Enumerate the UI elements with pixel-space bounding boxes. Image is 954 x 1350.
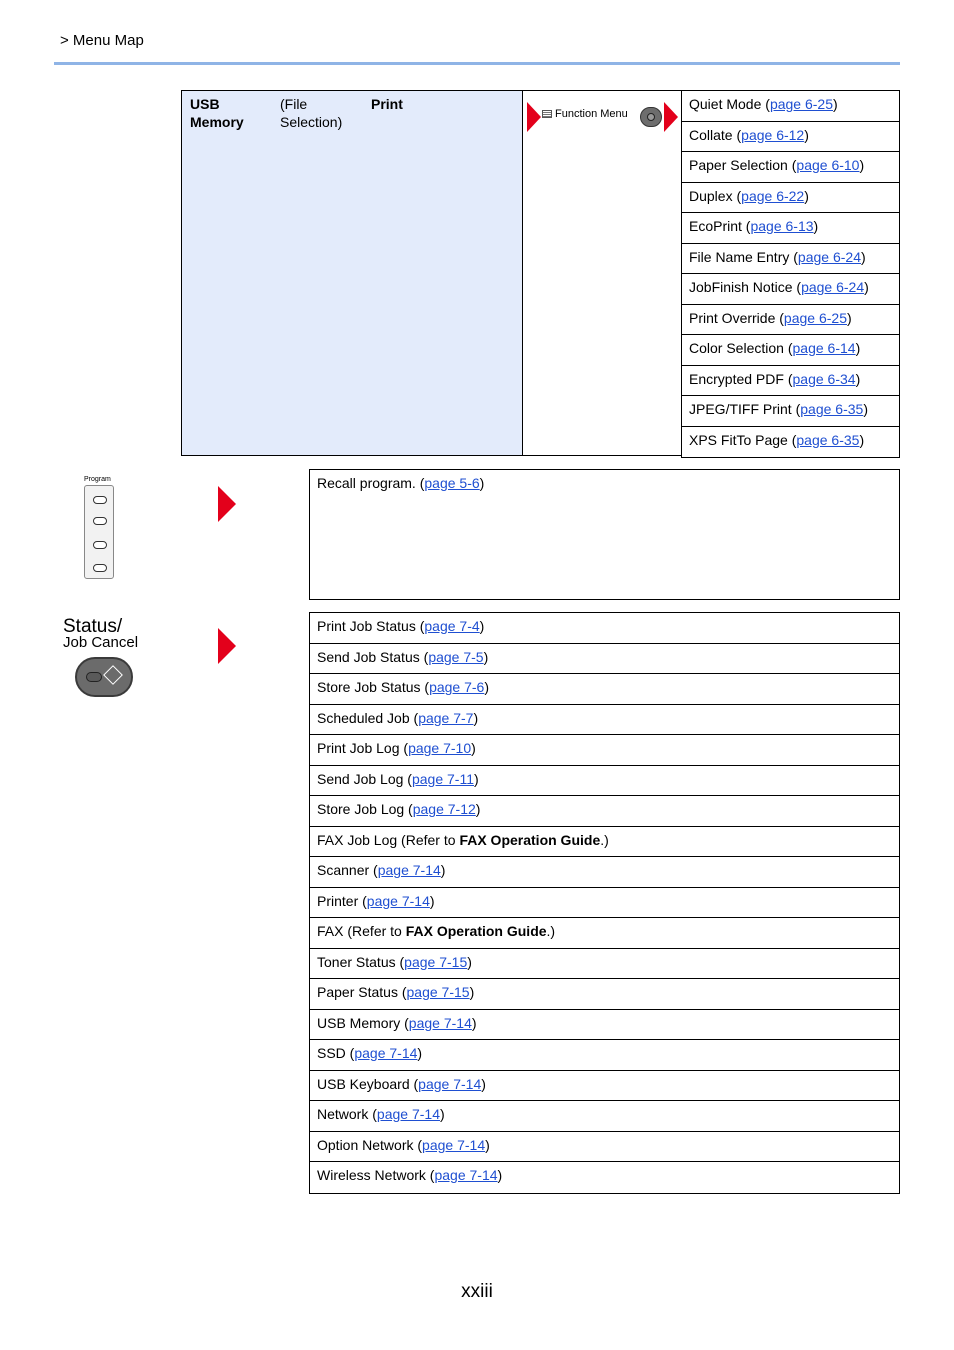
item-label: JPEG/TIFF Print [689,401,792,417]
item-label: Wireless Network [317,1167,426,1183]
function-menu-button-icon [640,107,662,127]
page-link[interactable]: page 6-25 [769,96,833,112]
page-link[interactable]: page 7-14 [354,1045,418,1061]
status-label-line1: Status/ [63,616,123,637]
program-key-icon [93,517,107,525]
page-number: xxiii [461,1281,493,1302]
status-job-cancel-label [63,616,139,651]
refer-suffix: . [600,831,605,848]
list-item: Print Job Log (page 7-10) [310,735,899,766]
page-link[interactable]: page 7-14 [376,1106,440,1122]
list-item: Option Network (page 7-14) [310,1132,899,1163]
program-key-icon [93,541,107,549]
list-item: Scanner (page 7-14) [310,857,899,888]
page-link[interactable]: page 6-35 [796,431,860,448]
page-link[interactable]: page 7-14 [422,1136,486,1153]
page-link[interactable]: page 7-11 [411,770,474,787]
list-item: Paper Selection (page 6-10) [682,152,899,183]
arrow-right-icon [527,102,541,132]
item-label: Color Selection [689,340,784,356]
item-label: EcoPrint [689,218,742,234]
page-link[interactable]: page 7-10 [408,740,472,756]
list-item: Store Job Log (page 7-12) [310,796,899,827]
program-panel-title: Program [84,476,111,483]
program-key-icon [93,496,107,504]
arrow-right-icon [218,486,236,522]
page-link[interactable]: page 6-25 [783,309,847,326]
page-link[interactable]: page 6-35 [800,401,864,417]
item-label: USB Keyboard [317,1075,410,1092]
item-label: Quiet Mode [689,96,762,112]
item-label: FAX Job Log [317,831,398,848]
page-link[interactable]: page 7-14 [408,1014,472,1031]
print-label: Print [371,96,403,112]
page-link[interactable]: page 7-14 [377,862,441,878]
status-job-cancel-button-icon [75,657,133,697]
page-link[interactable]: page 6-12 [741,126,805,143]
list-item: USB Memory (page 7-14) [310,1010,899,1041]
item-label: Duplex [689,187,733,204]
item-label: Network [317,1106,369,1122]
guide-name: FAX Operation Guide [405,923,547,939]
page-link[interactable]: page 6-13 [750,218,814,234]
header-rule [54,62,900,65]
program-key-icon [93,564,107,572]
list-item: Quiet Mode (page 6-25) [682,91,899,122]
program-strip [84,485,114,579]
list-item: USB Keyboard (page 7-14) [310,1071,899,1102]
recall-program-box: Recall program. (page 5-6) [309,469,900,600]
function-menu-cell [522,90,682,456]
list-item: Printer (page 7-14) [310,888,899,919]
item-label: Paper Status [317,984,398,1000]
list-item: XPS FitTo Page (page 6-35) [689,431,865,448]
breadcrumb: > Menu Map [60,32,144,49]
recall-program-text: Recall program. [317,475,416,491]
list-item: Color Selection (page 6-14) [682,335,899,366]
item-label: JobFinish Notice [689,279,793,295]
item-label: FAX [317,923,344,939]
item-label: Printer [317,892,359,909]
list-item: JobFinish Notice (page 6-24) [682,274,899,305]
item-label: Print Override [689,309,776,326]
page-link[interactable]: page 6-34 [792,370,856,387]
page-link[interactable]: page 7-4 [424,618,480,634]
list-item: Duplex (page 6-22) [682,183,899,214]
arrow-right-icon [218,628,236,664]
item-label: Print Job Log [317,740,400,756]
item-label: XPS FitTo Page [689,431,788,448]
page-link[interactable]: page 7-5 [428,648,484,665]
diamond-icon [103,665,123,685]
function-menu-key [542,108,628,120]
file-selection-cell [272,90,364,456]
item-label: USB Memory [317,1014,401,1031]
recall-program-link[interactable]: page 5-6 [424,475,480,491]
list-item: Collate (page 6-12) [682,122,899,153]
led-icon [86,672,102,682]
list-item: SSD (page 7-14) [310,1040,899,1071]
file-selection-label: (File Selection) [280,96,343,130]
page-link[interactable]: page 6-24 [797,248,861,265]
list-item: Print Override (page 6-25) [682,305,899,336]
page-link[interactable]: page 7-12 [412,801,476,817]
page-link[interactable]: page 7-14 [434,1167,498,1183]
status-menu-list [309,612,900,1194]
item-label: Paper Selection [689,157,788,173]
list-item: FAX (Refer to FAX Operation Guide.) [310,918,899,949]
list-item: File Name Entry (page 6-24) [682,244,899,275]
list-item: JPEG/TIFF Print (page 6-35) [682,396,899,427]
item-label: Send Job Status [317,648,420,665]
usb-memory-cell [181,90,273,456]
function-menu-label: Function Menu [555,108,628,120]
print-settings-list [681,90,900,458]
page-link[interactable]: page 7-14 [418,1075,482,1092]
print-cell [363,90,523,456]
list-item: Network (page 7-14) [310,1101,899,1132]
refer-suffix: . [546,923,551,939]
list-item: Send Job Status (page 7-5) [310,644,899,675]
item-label: Encrypted PDF [689,370,784,387]
page-link[interactable]: page 6-14 [792,340,856,356]
item-label: SSD [317,1045,346,1061]
list-item: Wireless Network (page 7-14) [317,1167,503,1183]
list-item: Toner Status (page 7-15) [310,949,899,980]
page-link[interactable]: page 7-6 [429,679,485,695]
item-label: Store Job Status [317,679,421,695]
page-link[interactable]: page 7-15 [406,984,470,1000]
list-item: Paper Status (page 7-15) [310,979,899,1010]
item-label: Send Job Log [317,770,404,787]
item-label: Scheduled Job [317,709,410,726]
menu-icon [542,110,552,118]
list-item: EcoPrint (page 6-13) [682,213,899,244]
arrow-right-icon [664,102,678,132]
item-label: Option Network [317,1136,414,1153]
item-label: Print Job Status [317,618,416,634]
page-link[interactable]: page 7-15 [404,953,468,970]
refer-text: Refer to [405,831,460,848]
item-label: File Name Entry [689,248,790,265]
list-item: Print Job Status (page 7-4) [310,613,899,644]
item-label: Store Job Log [317,801,405,817]
program-panel-icon [84,476,116,580]
page-link[interactable]: page 7-7 [418,709,474,726]
usb-memory-label: USB Memory [190,96,244,130]
page-link[interactable]: page 6-24 [801,279,865,295]
list-item: Send Job Log (page 7-11) [310,766,899,797]
status-label-line2: Job Cancel [63,634,139,651]
list-item: Scheduled Job (page 7-7) [310,705,899,736]
refer-text: Refer to [352,923,406,939]
list-item: Encrypted PDF (page 6-34) [682,366,899,397]
page-link[interactable]: page 6-10 [796,157,860,173]
page-link[interactable]: page 6-22 [741,187,805,204]
item-label: Scanner [317,862,370,878]
list-item: Store Job Status (page 7-6) [310,674,899,705]
page-link[interactable]: page 7-14 [366,892,430,909]
list-item: FAX Job Log (Refer to FAX Operation Guide.) [310,827,899,858]
guide-name: FAX Operation Guide [459,831,601,848]
item-label: Collate [689,126,733,143]
item-label: Toner Status [317,953,396,970]
